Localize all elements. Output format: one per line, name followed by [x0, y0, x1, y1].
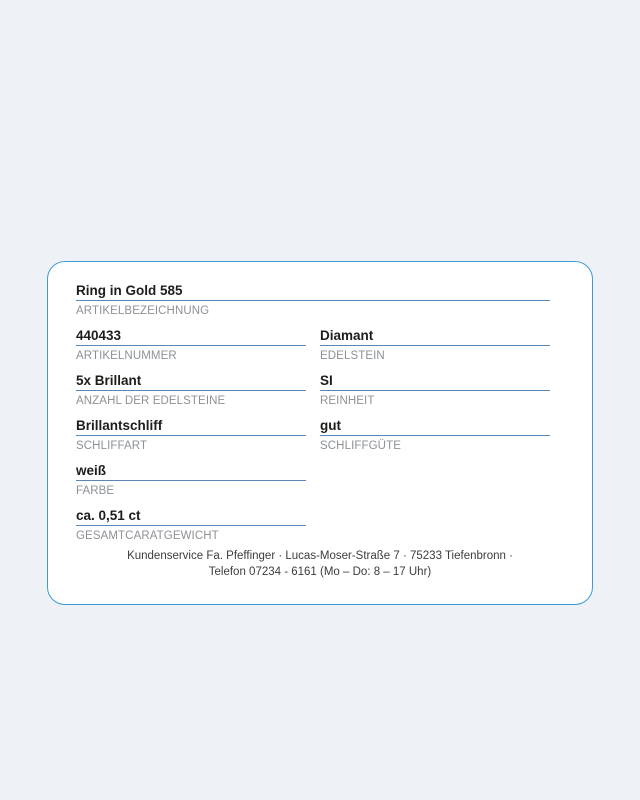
- spec-value: Diamant: [320, 328, 374, 343]
- spec-label: EDELSTEIN: [320, 350, 385, 362]
- field-underline: [76, 327, 306, 346]
- footer-phone-line: Telefon 07234 - 6161 (Mo – Do: 8 – 17 Uhr): [208, 566, 432, 578]
- certificate-card: [47, 261, 593, 605]
- field-underline: [76, 417, 306, 436]
- field-underline: [76, 507, 306, 526]
- field-underline-empty: [320, 462, 550, 480]
- spec-value: Ring in Gold 585: [76, 283, 183, 298]
- customer-service-footer: [76, 548, 564, 580]
- spec-field-cut-grade: [320, 417, 564, 462]
- spec-value: 5x Brillant: [76, 373, 142, 388]
- spec-label: REINHEIT: [320, 395, 375, 407]
- table-row: [76, 372, 564, 417]
- certificate-content: [76, 282, 564, 590]
- spec-label: GESAMTCARATGEWICHT: [76, 530, 219, 542]
- spec-label: FARBE: [76, 485, 115, 497]
- spec-field-color: [76, 462, 320, 507]
- spec-label: SCHLIFFART: [76, 440, 148, 452]
- spec-field-article-name: [76, 282, 564, 327]
- spec-value: SI: [320, 373, 333, 388]
- table-row: [76, 327, 564, 372]
- field-underline: [76, 372, 306, 391]
- table-row: [76, 282, 564, 327]
- spec-value: gut: [320, 418, 341, 433]
- spec-label: ARTIKELBEZEICHNUNG: [76, 305, 210, 317]
- spec-label: ANZAHL DER EDELSTEINE: [76, 395, 226, 407]
- spec-value: ca. 0,51 ct: [76, 508, 141, 523]
- spec-field-cut-type: [76, 417, 320, 462]
- spec-field-clarity: [320, 372, 564, 417]
- spec-field-gemstone: [320, 327, 564, 372]
- field-underline: [76, 462, 306, 481]
- spec-label: ARTIKELNUMMER: [76, 350, 177, 362]
- spec-table: [76, 282, 564, 552]
- field-underline-empty: [320, 507, 550, 525]
- field-underline: [320, 327, 550, 346]
- spec-value: Brillantschliff: [76, 418, 163, 433]
- spec-label: SCHLIFFGÜTE: [320, 440, 401, 452]
- table-row: [76, 417, 564, 462]
- footer-address-line: Kundenservice Fa. Pfeffinger · Lucas-Moser-Straße 7 · 75233 Tiefenbronn ·: [127, 550, 513, 562]
- spec-field-article-number: [76, 327, 320, 372]
- field-underline: [76, 282, 550, 301]
- spec-value: weiß: [76, 463, 107, 478]
- spec-value: 440433: [76, 328, 122, 343]
- spec-field-total-carat-weight: [76, 507, 320, 552]
- table-row: [76, 507, 564, 552]
- field-underline: [320, 372, 550, 391]
- field-underline: [320, 417, 550, 436]
- table-row: [76, 462, 564, 507]
- spec-field-empty: [320, 462, 564, 507]
- spec-field-empty: [320, 507, 564, 552]
- spec-field-gemstone-count: [76, 372, 320, 417]
